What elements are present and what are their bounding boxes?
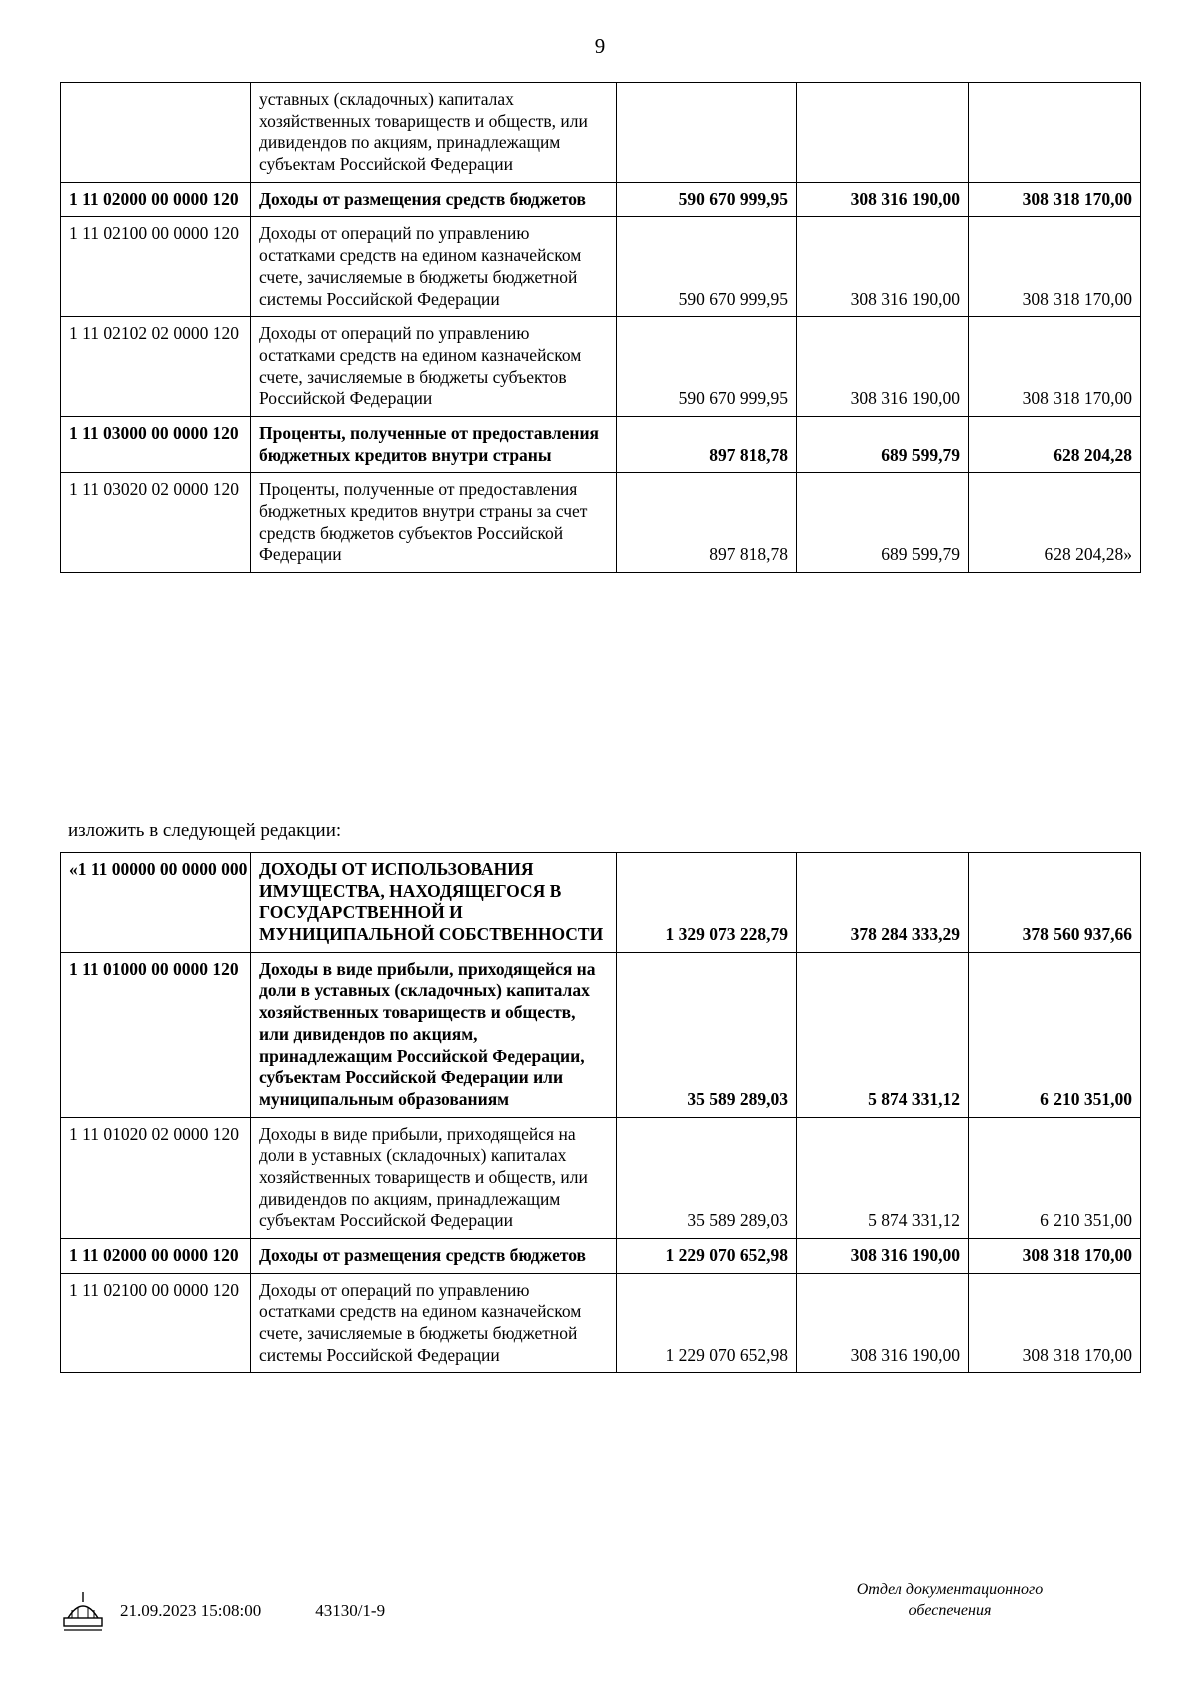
table-row <box>61 83 1141 183</box>
value-2023-cell <box>617 83 797 183</box>
value-2023-cell: 1 329 073 228,79 <box>617 853 797 953</box>
value-2024-cell: 5 874 331,12 <box>797 1117 969 1238</box>
value-2023-cell: 590 670 999,95 <box>617 217 797 317</box>
value-2023-cell: 590 670 999,95 <box>617 182 797 217</box>
code-cell: 1 11 02100 00 0000 120 <box>61 217 251 317</box>
table-row <box>61 217 1141 317</box>
value-2023-cell: 897 818,78 <box>617 416 797 472</box>
value-2024-cell: 308 316 190,00 <box>797 317 969 417</box>
description-cell: Доходы в виде прибыли, приходящейся на доли в уставных (складочных) капиталах хозяйственных товариществ и обществ, или дивидендов по акциям, принадлежащим субъектам Российской Федерации <box>251 1117 617 1238</box>
value-2023-cell: 897 818,78 <box>617 473 797 573</box>
description-cell: Доходы от размещения средств бюджетов <box>251 1239 617 1274</box>
code-cell: «1 11 00000 00 0000 000 <box>61 853 251 953</box>
table-row <box>61 182 1141 217</box>
code-cell: 1 11 03000 00 0000 120 <box>61 416 251 472</box>
timestamp: 21.09.2023 15:08:00 <box>120 1601 262 1620</box>
code-cell: 1 11 02100 00 0000 120 <box>61 1273 251 1373</box>
value-2025-cell: 378 560 937,66 <box>969 853 1141 953</box>
value-2023-cell: 590 670 999,95 <box>617 317 797 417</box>
stamp-line-2: обеспечения <box>908 1601 992 1619</box>
value-2025-cell: 308 318 170,00 <box>969 182 1141 217</box>
value-2024-cell <box>797 83 969 183</box>
description-cell: Доходы от операций по управлению остатками средств на едином казначейском счете, зачисляемые в бюджеты бюджетной системы Российской Федерации <box>251 1273 617 1373</box>
description-cell: Проценты, полученные от предоставления бюджетных кредитов внутри страны <box>251 416 617 472</box>
value-2024-cell: 308 316 190,00 <box>797 217 969 317</box>
value-2023-cell: 35 589 289,03 <box>617 1117 797 1238</box>
value-2024-cell: 378 284 333,29 <box>797 853 969 953</box>
value-2024-cell: 308 316 190,00 <box>797 182 969 217</box>
description-cell: Доходы от размещения средств бюджетов <box>251 182 617 217</box>
table-row <box>61 317 1141 417</box>
value-2025-cell: 308 318 170,00 <box>969 1273 1141 1373</box>
value-2023-cell: 1 229 070 652,98 <box>617 1273 797 1373</box>
caption: изложить в следующей редакции: <box>68 820 342 841</box>
footer-meta <box>60 1588 580 1634</box>
table-row <box>61 853 1141 953</box>
revenue-table-bottom <box>60 852 1141 1373</box>
duma-emblem-icon <box>60 1588 106 1634</box>
value-2025-cell: 628 204,28 <box>969 416 1141 472</box>
value-2025-cell: 628 204,28» <box>969 473 1141 573</box>
value-2025-cell: 308 318 170,00 <box>969 1239 1141 1274</box>
code-cell: 1 11 02102 02 0000 120 <box>61 317 251 417</box>
code-cell <box>61 83 251 183</box>
description-cell: уставных (складочных) капиталах хозяйственных товариществ и обществ, или дивидендов по акциям, принадлежащим субъектам Российской Федерации <box>251 83 617 183</box>
table-row <box>61 1239 1141 1274</box>
document-id: 43130/1-9 <box>315 1601 386 1620</box>
description-cell: ДОХОДЫ ОТ ИСПОЛЬЗОВАНИЯ ИМУЩЕСТВА, НАХОДЯЩЕГОСЯ В ГОСУДАРСТВЕННОЙ И МУНИЦИПАЛЬНОЙ СОБСТВЕННОСТИ <box>251 853 617 953</box>
value-2025-cell: 6 210 351,00 <box>969 1117 1141 1238</box>
table-row <box>61 1273 1141 1373</box>
table-row <box>61 473 1141 573</box>
code-cell: 1 11 02000 00 0000 120 <box>61 182 251 217</box>
value-2024-cell: 5 874 331,12 <box>797 952 969 1117</box>
value-2024-cell: 308 316 190,00 <box>797 1239 969 1274</box>
description-cell: Доходы от операций по управлению остатками средств на едином казначейском счете, зачисляемые в бюджеты бюджетной системы Российской Федерации <box>251 217 617 317</box>
value-2025-cell <box>969 83 1141 183</box>
value-2025-cell: 308 318 170,00 <box>969 217 1141 317</box>
table-row <box>61 952 1141 1117</box>
description-cell: Доходы в виде прибыли, приходящейся на доли в уставных (складочных) капиталах хозяйственных товариществ и обществ, или дивидендов по акциям, принадлежащим Российской Федерации, субъектам Российской Федерации или муниципальным образованиям <box>251 952 617 1117</box>
department-stamp <box>760 1580 1140 1622</box>
code-cell: 1 11 02000 00 0000 120 <box>61 1239 251 1274</box>
value-2023-cell: 35 589 289,03 <box>617 952 797 1117</box>
page-number: 9 <box>594 34 606 58</box>
value-2024-cell: 689 599,79 <box>797 416 969 472</box>
description-cell: Доходы от операций по управлению остатками средств на едином казначейском счете, зачисляемые в бюджеты субъектов Российской Федерации <box>251 317 617 417</box>
value-2025-cell: 6 210 351,00 <box>969 952 1141 1117</box>
table-row <box>61 1117 1141 1238</box>
stamp-line-1: Отдел документационного <box>856 1581 1044 1598</box>
value-2024-cell: 689 599,79 <box>797 473 969 573</box>
table-row <box>61 416 1141 472</box>
code-cell: 1 11 01000 00 0000 120 <box>61 952 251 1117</box>
revenue-table-top <box>60 82 1141 573</box>
code-cell: 1 11 01020 02 0000 120 <box>61 1117 251 1238</box>
value-2023-cell: 1 229 070 652,98 <box>617 1239 797 1274</box>
description-cell: Проценты, полученные от предоставления бюджетных кредитов внутри страны за счет средств бюджетов субъектов Российской Федерации <box>251 473 617 573</box>
code-cell: 1 11 03020 02 0000 120 <box>61 473 251 573</box>
value-2025-cell: 308 318 170,00 <box>969 317 1141 417</box>
value-2024-cell: 308 316 190,00 <box>797 1273 969 1373</box>
